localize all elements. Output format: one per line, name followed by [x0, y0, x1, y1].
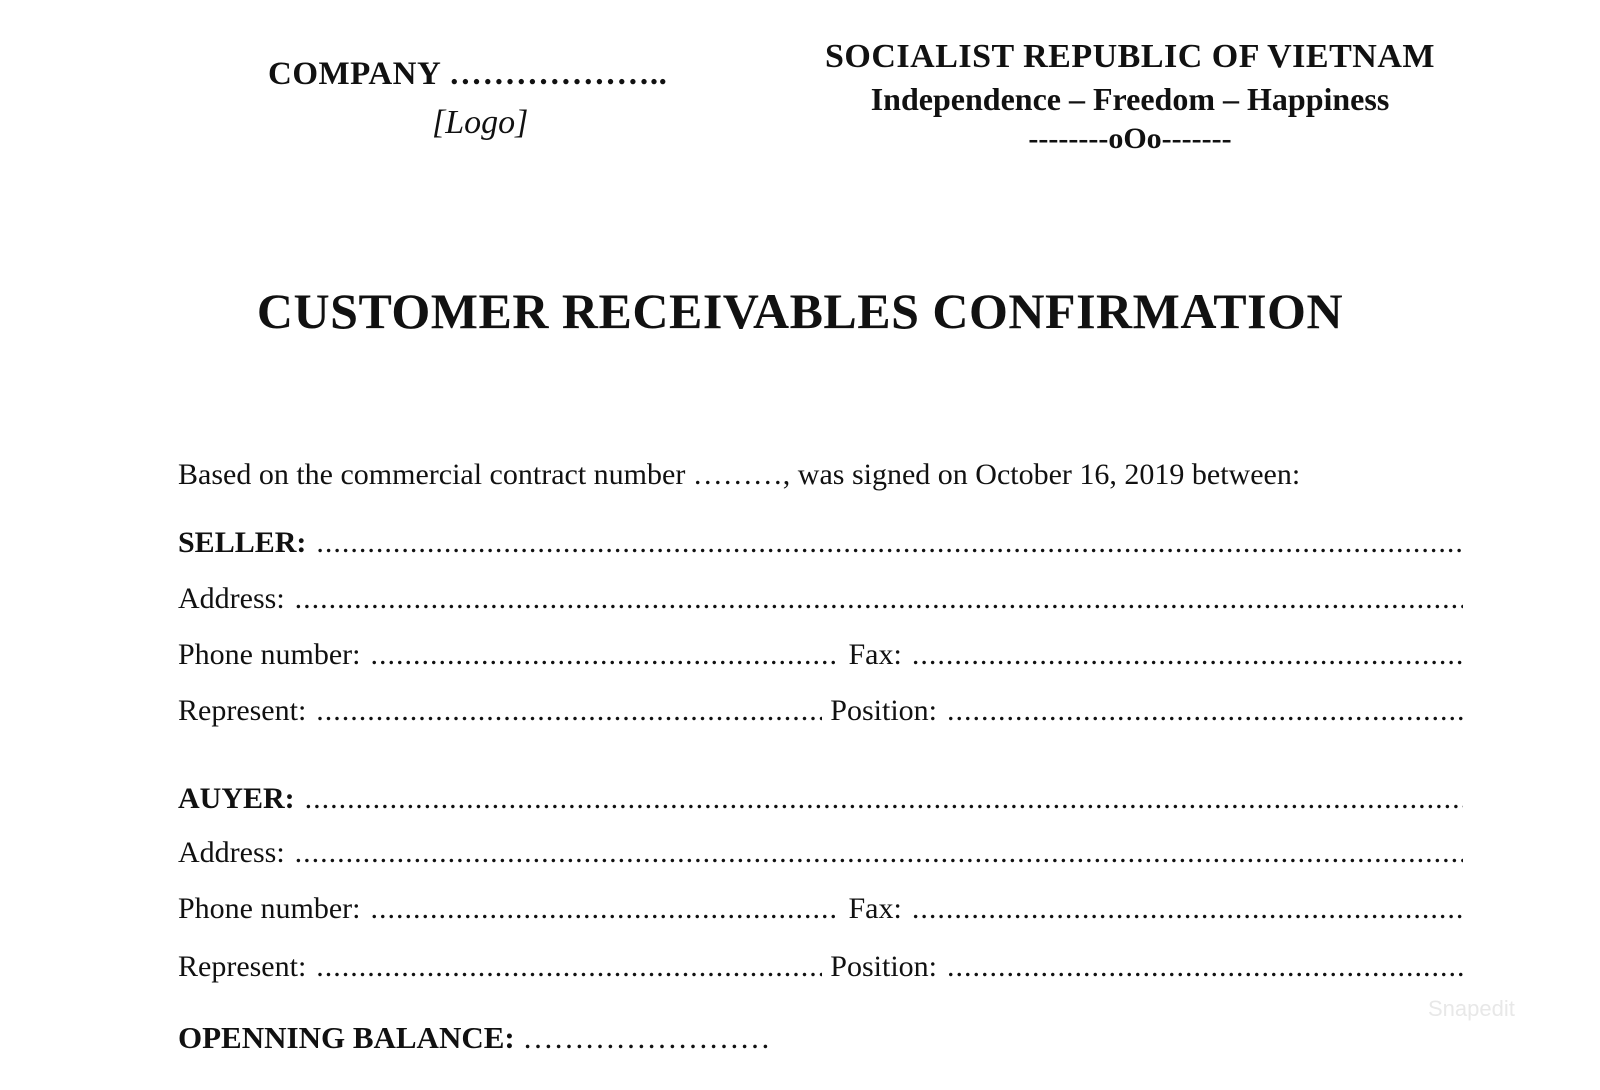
- national-header: [800, 36, 1460, 158]
- seller-phone-row: [178, 638, 1463, 678]
- seller-represent-line: [316, 694, 822, 728]
- buyer-represent-label: Represent:: [178, 950, 307, 983]
- seller-row: [178, 526, 1463, 566]
- seller-address-line: [295, 582, 1463, 616]
- seller-position-line: [947, 694, 1463, 728]
- buyer-fax-line: [912, 892, 1463, 926]
- opening-balance-label: OPENNING BALANCE:: [178, 1020, 515, 1055]
- watermark: Snapedit: [1428, 996, 1515, 1021]
- logo-placeholder: [Logo]: [432, 104, 529, 141]
- buyer-fax-label: Fax:: [848, 892, 902, 925]
- header-separator: --------oOo-------: [1028, 122, 1232, 155]
- buyer-name-line: [305, 782, 1463, 816]
- seller-label: SELLER:: [178, 526, 307, 559]
- national-motto: Independence – Freedom – Happiness: [870, 81, 1390, 117]
- seller-name-line: [316, 526, 1463, 560]
- buyer-position-label: Position:: [830, 950, 937, 983]
- opening-balance-value: ……………………: [522, 1020, 771, 1055]
- buyer-address-row: [178, 836, 1463, 876]
- document-title: CUSTOMER RECEIVABLES CONFIRMATION: [256, 283, 1344, 339]
- seller-address-row: [178, 582, 1463, 622]
- seller-fax-label: Fax:: [848, 638, 902, 671]
- opening-balance-row: [178, 1020, 770, 1056]
- buyer-position-line: [947, 950, 1463, 984]
- seller-fax-line: [912, 638, 1463, 672]
- buyer-phone-label: Phone number:: [178, 892, 361, 925]
- buyer-row: [178, 782, 1463, 822]
- contract-intro: Based on the commercial contract number ………, was signed on October 16, 2019 between:: [178, 458, 1301, 491]
- seller-represent-row: [178, 694, 1463, 734]
- company-name-field: COMPANY ………………..: [268, 56, 668, 92]
- buyer-address-line: [295, 836, 1463, 870]
- seller-address-label: Address:: [178, 582, 285, 615]
- buyer-represent-line: [316, 950, 822, 984]
- buyer-represent-row: [178, 950, 1463, 990]
- buyer-phone-row: [178, 892, 1463, 932]
- seller-phone-label: Phone number:: [178, 638, 361, 671]
- buyer-label: AUYER:: [178, 782, 295, 815]
- seller-phone-line: [370, 638, 840, 672]
- seller-position-label: Position:: [830, 694, 937, 727]
- buyer-phone-line: [370, 892, 840, 926]
- national-title: SOCIALIST REPUBLIC OF VIETNAM: [825, 38, 1435, 75]
- buyer-address-label: Address:: [178, 836, 285, 869]
- seller-represent-label: Represent:: [178, 694, 307, 727]
